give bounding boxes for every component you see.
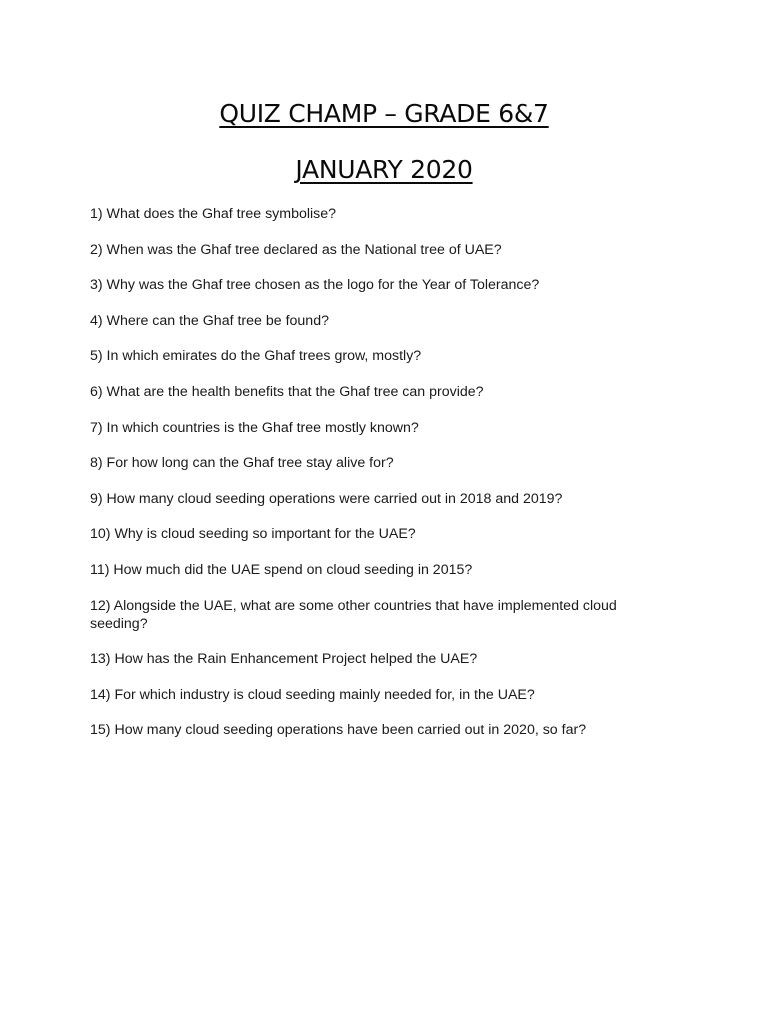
document-title-text: QUIZ CHAMP – GRADE 6&7: [219, 99, 549, 128]
question-item: 2) When was the Ghaf tree declared as the National tree of UAE?: [90, 241, 502, 258]
question-item: 4) Where can the Ghaf tree be found?: [90, 312, 329, 329]
question-item: 8) For how long can the Ghaf tree stay alive for?: [90, 455, 394, 472]
question-item: 9) How many cloud seeding operations were carried out in 2018 and 2019?: [90, 490, 563, 507]
question-item: 6) What are the health benefits that the Ghaf tree can provide?: [90, 383, 484, 400]
question-item: 14) For which industry is cloud seeding mainly needed for, in the UAE?: [90, 686, 535, 703]
document-title: [0, 99, 768, 129]
question-item: 1) What does the Ghaf tree symbolise?: [90, 206, 337, 222]
document-subtitle-text: JANUARY 2020: [295, 155, 473, 184]
question-item: 11) How much did the UAE spend on cloud seeding in 2015?: [90, 561, 473, 578]
question-item: 5) In which emirates do the Ghaf trees grow, mostly?: [90, 348, 422, 365]
question-item: 3) Why was the Ghaf tree chosen as the logo for the Year of Tolerance?: [90, 277, 540, 294]
question-item: 15) How many cloud seeding operations have been carried out in 2020, so far?: [90, 722, 587, 739]
question-item: 10) Why is cloud seeding so important for the UAE?: [90, 526, 416, 543]
question-item: 12) Alongside the UAE, what are some other countries that have implemented cloud seeding?: [90, 597, 617, 632]
question-list: [90, 205, 670, 757]
question-item: 13) How has the Rain Enhancement Project helped the UAE?: [90, 651, 478, 668]
document-subtitle: [0, 155, 768, 185]
question-item: 7) In which countries is the Ghaf tree mostly known?: [90, 419, 419, 436]
